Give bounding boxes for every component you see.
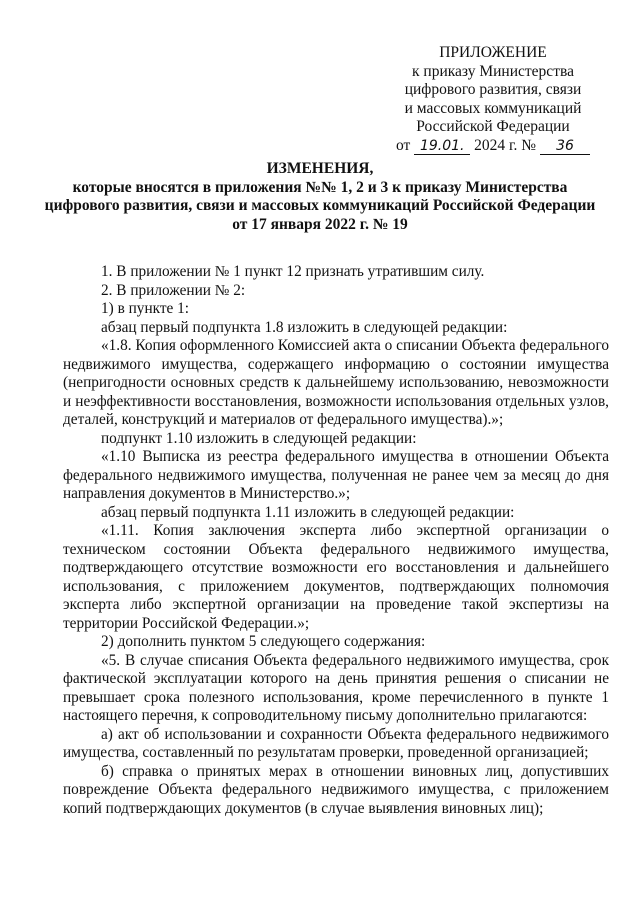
appendix-line: к приказу Министерства [412, 62, 574, 80]
year-number-label: 2024 г. № [474, 136, 537, 154]
appendix-line: Российской Федерации [416, 118, 570, 135]
paragraph: 2. В приложении № 2: [101, 281, 246, 299]
date-prefix: от [396, 136, 411, 154]
title-heading: ИЗМЕНЕНИЯ, [266, 160, 374, 177]
document-title [20, 160, 620, 234]
title-subtitle-line: цифрового развития, связи и массовых коммуникаций Российской Федерации [44, 197, 596, 214]
appendix-title: ПРИЛОЖЕНИЕ [439, 44, 547, 61]
paragraph: а) акт об использовании и сохранности Объекта федерального недвижимого имущества, составленный по результатам проверки, проведенной организацией; [63, 725, 609, 761]
title-subtitle-line: которые вносятся в приложения №№ 1, 2 и 3 к приказу Министерства [72, 178, 568, 196]
appendix-header [380, 44, 606, 155]
paragraph: 2) дополнить пунктом 5 следующего содержания: [101, 633, 426, 650]
paragraph: 1. В приложении № 1 пункт 12 признать утратившим силу. [101, 263, 485, 280]
document-body [63, 263, 609, 818]
order-date-line [380, 137, 606, 156]
appendix-line: цифрового развития, связи [404, 81, 582, 98]
paragraph: абзац первый подпункта 1.8 изложить в следующей редакции: [101, 318, 508, 336]
paragraph: 1) в пункте 1: [101, 300, 190, 317]
paragraph: «1.11. Копия заключения эксперта либо экспертной организации о техническом состоянии Объекта федерального недвижимого имущества, подтверждающего отсутствие возможности его восстановления и дальнейшего использования, с приложением документов, подтверждающих полномочия эксперта либо экспертной организации на проведение такой экспертизы на территории Российской Федерации.»; [63, 522, 609, 632]
paragraph: «1.8. Копия оформленного Комиссией акта о списании Объекта федерального недвижимого имущества, содержащего информацию о состоянии имущества (непригодности основных средств к дальнейшему использованию, невозможности и неэффективности восстановления, возможности использования отдельных узлов, деталей, конструкций и материалов от федерального имущества).»; [63, 337, 609, 428]
paragraph: абзац первый подпункта 1.11 изложить в следующей редакции: [101, 503, 515, 521]
paragraph: «1.10 Выписка из реестра федерального имущества в отношении Объекта федерального недвижимого имущества, полученная не ранее чем за месяц до дня направления документов в Министерство.»; [63, 448, 609, 502]
appendix-line: и массовых коммуникаций [404, 99, 582, 117]
handwritten-date: 19.01. [414, 138, 470, 155]
paragraph: подпункт 1.10 изложить в следующей редакции: [101, 429, 417, 447]
paragraph: «5. В случае списания Объекта федерального недвижимого имущества, срок фактической эксплуатации которого на день принятия решения о списании не превышает срока полезного использования, кроме перечисленного в пункте 1 настоящего перечня, к сопроводительному письму дополнительно прилагаются: [63, 651, 609, 724]
handwritten-order-number: 36 [540, 138, 590, 155]
paragraph: б) справка о принятых мерах в отношении виновных лиц, допустивших повреждение Объекта федерального недвижимого имущества, с приложением копий подтверждающих документов (в случае выявления виновных лиц); [63, 762, 609, 817]
title-subtitle-line: от 17 января 2022 г. № 19 [232, 215, 408, 233]
